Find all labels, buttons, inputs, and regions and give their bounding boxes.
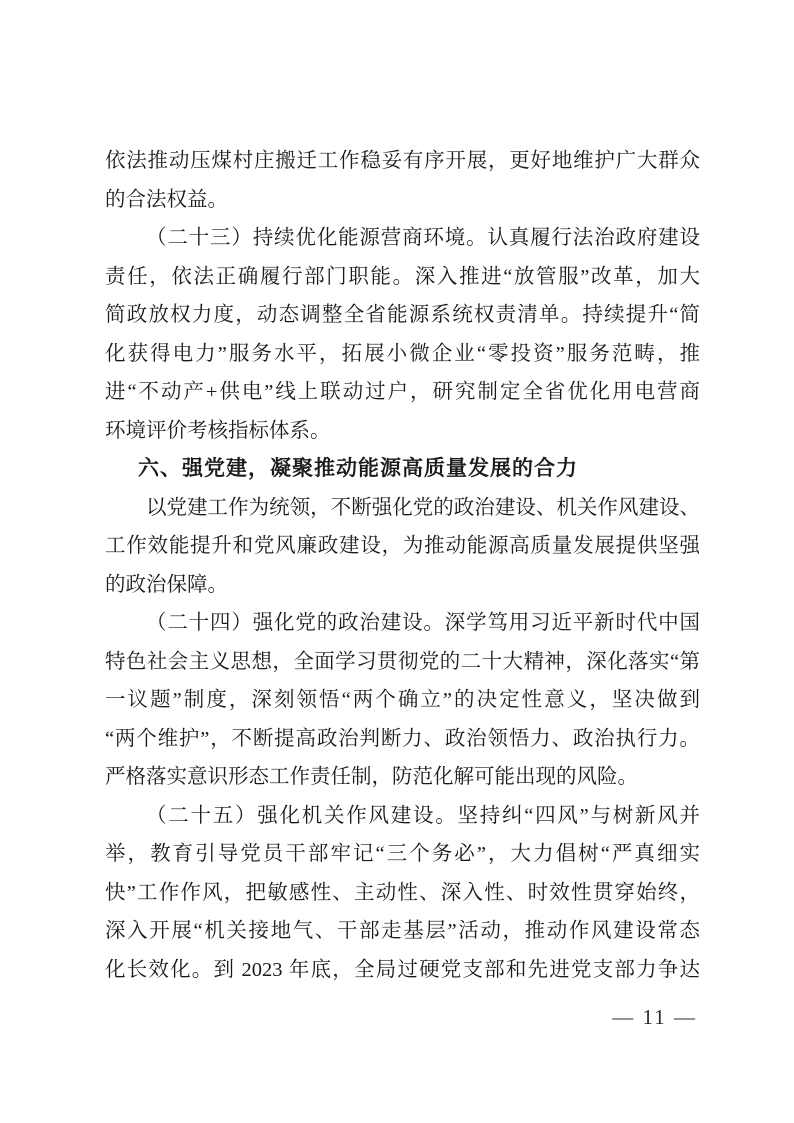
text-line: 的合法权益。 — [105, 188, 228, 211]
page-number — [612, 1005, 697, 1029]
text-line: 以党建工作为统领，不断强化党的政治建设、机关作风建设、 — [146, 496, 700, 519]
text-line: 环境评价考核指标体系。 — [105, 419, 331, 442]
text-line: 一议题”制度，深刻领悟“两个确立”的决定性意义，坚决做到 — [105, 689, 700, 711]
text-line: 简政放权力度，动态调整全省能源系统权责清单。持续提升“简 — [105, 304, 700, 326]
text-line: “两个维护”，不断提高政治判断力、政治领悟力、政治执行力。 — [105, 727, 700, 750]
text-line: 化获得电力”服务水平，拓展小微企业“零投资”服务范畴，推 — [105, 342, 700, 365]
text-line: （二十三）持续优化能源营商环境。认真履行法治政府建设 — [146, 227, 700, 249]
text-line: 举，教育引导党员干部牢记“三个务必”，大力倡树“严真细实 — [105, 843, 700, 865]
text-line: 化长效化。到 2023 年底，全局过硬党支部和先进党支部力争达 — [105, 958, 700, 981]
text-line: 快”工作作风，把敏感性、主动性、深入性、时效性贯穿始终， — [105, 881, 700, 904]
document-body — [105, 142, 700, 989]
text-line: 深入开展“机关接地气、干部走基层”活动，推动作风建设常态 — [105, 920, 700, 942]
text-line: （二十五）强化机关作风建设。坚持纠“四风”与树新风并 — [146, 804, 700, 827]
text-line: 工作效能提升和党风廉政建设，为推动能源高质量发展提供坚强 — [105, 535, 700, 557]
text-line: （二十四）强化党的政治建设。深学笃用习近平新时代中国 — [146, 612, 700, 634]
page-number-label: — 11 — — [612, 1005, 697, 1029]
text-line: 进“不动产+供电”线上联动过户，研究制定全省优化用电营商 — [105, 381, 700, 403]
text-line: 特色社会主义思想，全面学习贯彻党的二十大精神，深化落实“第 — [105, 650, 700, 673]
text-line: 严格落实意识形态工作责任制，防范化解可能出现的风险。 — [105, 766, 638, 788]
text-line: 依法推动压煤村庄搬迁工作稳妥有序开展，更好地维护广大群众 — [105, 150, 700, 172]
section-heading: 六、强党建，凝聚推动能源高质量发展的合力 — [138, 457, 578, 480]
text-line: 的政治保障。 — [105, 573, 228, 596]
text-line: 责任，依法正确履行部门职能。深入推进“放管服”改革，加大 — [105, 265, 700, 288]
